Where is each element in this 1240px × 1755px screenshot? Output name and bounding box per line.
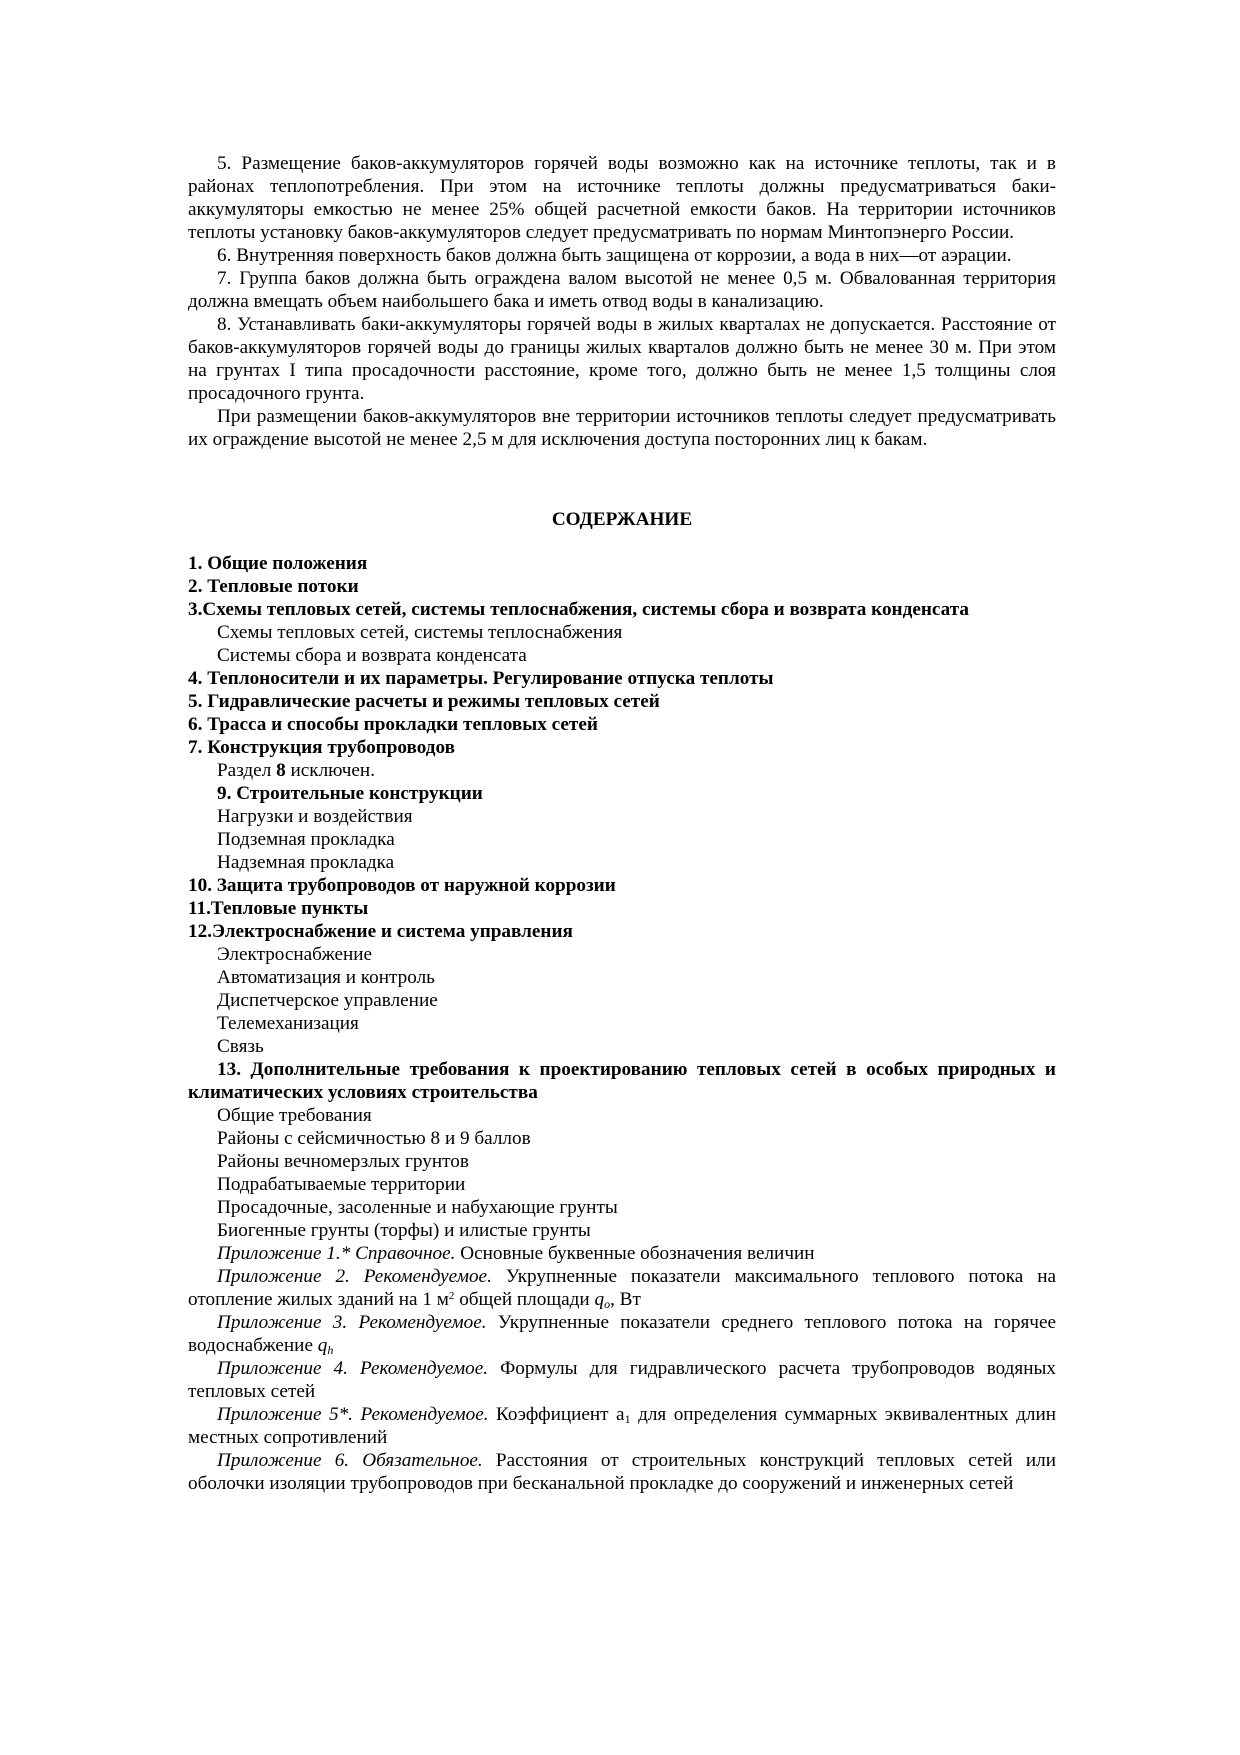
toc-subitem: Нагрузки и воздействия bbox=[217, 806, 413, 827]
toc-subitem: Биогенные грунты (торфы) и илистые грунты bbox=[217, 1220, 591, 1241]
appendix-label: Приложение 3. Рекомендуемое. bbox=[217, 1312, 487, 1333]
toc-item: 2. Тепловые потоки bbox=[188, 576, 359, 597]
toc-item: 12.Электроснабжение и система управления bbox=[188, 921, 573, 942]
toc-subitem: Общие требования bbox=[217, 1105, 372, 1126]
appendix-1 bbox=[188, 1242, 1056, 1265]
appendix-title: Формулы для гидравлического расчета трубопроводов водяных тепловых сетей bbox=[188, 1358, 1057, 1402]
appendix-title: Коэффициент a bbox=[488, 1404, 625, 1425]
superscript: 2 bbox=[448, 1290, 455, 1302]
document-page bbox=[188, 152, 1056, 1495]
toc-subitem: Диспетчерское управление bbox=[217, 990, 438, 1011]
paragraph-9: При размещении баков-аккумуляторов вне территории источников теплоты следует предусматривать их ограждение высотой не менее 2,5 м для исключения доступа посторонних лиц к бакам. bbox=[188, 406, 1056, 450]
subscript bbox=[327, 1343, 333, 1357]
toc-item: 1. Общие положения bbox=[188, 553, 368, 574]
appendix-title: общей площади bbox=[454, 1289, 595, 1310]
toc-subitem bbox=[188, 759, 1056, 782]
appendix-5 bbox=[188, 1403, 1056, 1449]
appendix-title: Укрупненные показатели среднего теплового потока на горячее водоснабжение bbox=[188, 1312, 1056, 1356]
toc-subitem: Электроснабжение bbox=[217, 944, 373, 965]
variable-index: o bbox=[604, 1297, 611, 1311]
toc-item: 13. Дополнительные требования к проектированию тепловых сетей в особых природных и климатических условиях строительства bbox=[188, 1059, 1056, 1103]
toc-item: 11.Тепловые пункты bbox=[188, 898, 369, 919]
toc-item: 4. Теплоносители и их параметры. Регулирование отпуска теплоты bbox=[188, 668, 774, 689]
appendix-4 bbox=[188, 1357, 1056, 1403]
appendix-3 bbox=[188, 1311, 1056, 1357]
appendix-title: , Вт bbox=[610, 1289, 641, 1310]
variable: q bbox=[317, 1335, 328, 1356]
toc-subitem: Районы с сейсмичностью 8 и 9 баллов bbox=[217, 1128, 531, 1149]
variable: q bbox=[594, 1289, 605, 1310]
paragraph-8: 8. Устанавливать баки-аккумуляторы горячей воды в жилых кварталах не допускается. Расстояние от баков-аккумуляторов горячей воды до границы жилых кварталов должно быть не менее 30 м. При этом на грунтах I типа просадочности расстояние, кроме того, должно быть не менее 1,5 толщины слоя просадочного грунта. bbox=[188, 314, 1056, 404]
toc-subitem: Телемеханизация bbox=[217, 1013, 359, 1034]
appendix-label: Приложение 4. Рекомендуемое. bbox=[217, 1358, 489, 1379]
appendix-label: Приложение 2. Рекомендуемое. bbox=[217, 1266, 492, 1287]
appendix-title: для определения суммарных эквивалентных длин местных сопротивлений bbox=[188, 1404, 1057, 1448]
toc-number: 8 bbox=[276, 760, 286, 781]
toc-subitem: Системы сбора и возврата конденсата bbox=[217, 645, 527, 666]
toc-item: 5. Гидравлические расчеты и режимы тепловых сетей bbox=[188, 691, 660, 712]
toc-subitem: Районы вечномерзлых грунтов bbox=[217, 1151, 469, 1172]
paragraph-7: 7. Группа баков должна быть ограждена валом высотой не менее 0,5 м. Обвалованная территория должна вмещать объем наибольшего бака и иметь отвод воды в канализацию. bbox=[188, 268, 1056, 312]
toc-text: исключен. bbox=[285, 760, 375, 781]
toc-item: 7. Конструкция трубопроводов bbox=[188, 737, 455, 758]
appendix-title: Укрупненные показатели максимального теплового потока на отопление жилых зданий на 1 м bbox=[188, 1266, 1056, 1310]
toc-text: Раздел bbox=[217, 760, 277, 781]
paragraph-6: 6. Внутренняя поверхность баков должна быть защищена от коррозии, а вода в них—от аэрации. bbox=[217, 245, 1012, 266]
appendix-label: Приложение 5*. Рекомендуемое. bbox=[217, 1404, 489, 1425]
toc-item: 3.Схемы тепловых сетей, системы теплоснабжения, системы сбора и возврата конденсата bbox=[188, 599, 969, 620]
toc-subitem: Схемы тепловых сетей, системы теплоснабжения bbox=[217, 622, 623, 643]
table-of-contents bbox=[188, 552, 1056, 1495]
toc-subitem: Надземная прокладка bbox=[217, 852, 395, 873]
subscript: 1 bbox=[624, 1412, 631, 1426]
appendix-2 bbox=[188, 1265, 1056, 1311]
toc-subitem: Автоматизация и контроль bbox=[217, 967, 435, 988]
toc-subitem: Подрабатываемые территории bbox=[217, 1174, 466, 1195]
appendix-title: Расстояния от строительных конструкций тепловых сетей или оболочки изоляции трубопроводов при бесканальной прокладке до сооружений и инженерных сетей bbox=[188, 1450, 1056, 1494]
toc-item: 10. Защита трубопроводов от наружной коррозии bbox=[188, 875, 616, 896]
toc-item: 6. Трасса и способы прокладки тепловых сетей bbox=[188, 714, 598, 735]
toc-subitem: Просадочные, засоленные и набухающие грунты bbox=[217, 1197, 618, 1218]
toc-subitem: Связь bbox=[217, 1036, 264, 1057]
toc-subitem: Подземная прокладка bbox=[217, 829, 395, 850]
toc-item: 9. Строительные конструкции bbox=[217, 783, 483, 804]
appendix-title: Основные буквенные обозначения величин bbox=[455, 1243, 815, 1264]
appendix-6 bbox=[188, 1449, 1056, 1495]
paragraph-5: 5. Размещение баков-аккумуляторов горячей воды возможно как на источнике теплоты, так и в районах теплопотребления. При этом на источнике теплоты должны предусматриваться баки-аккумуляторы емкостью не менее 25% общей расчетной емкости баков. На территории источников теплоты установку баков-аккумуляторов следует предусматривать по нормам Минтопэнерго России. bbox=[188, 153, 1056, 243]
spacer bbox=[188, 451, 1056, 508]
variable-index: h bbox=[327, 1343, 334, 1357]
appendix-label: Приложение 1.* Справочное. bbox=[217, 1243, 456, 1264]
toc-heading: СОДЕРЖАНИЕ bbox=[551, 509, 693, 530]
appendix-label: Приложение 6. Обязательное. bbox=[217, 1450, 483, 1471]
